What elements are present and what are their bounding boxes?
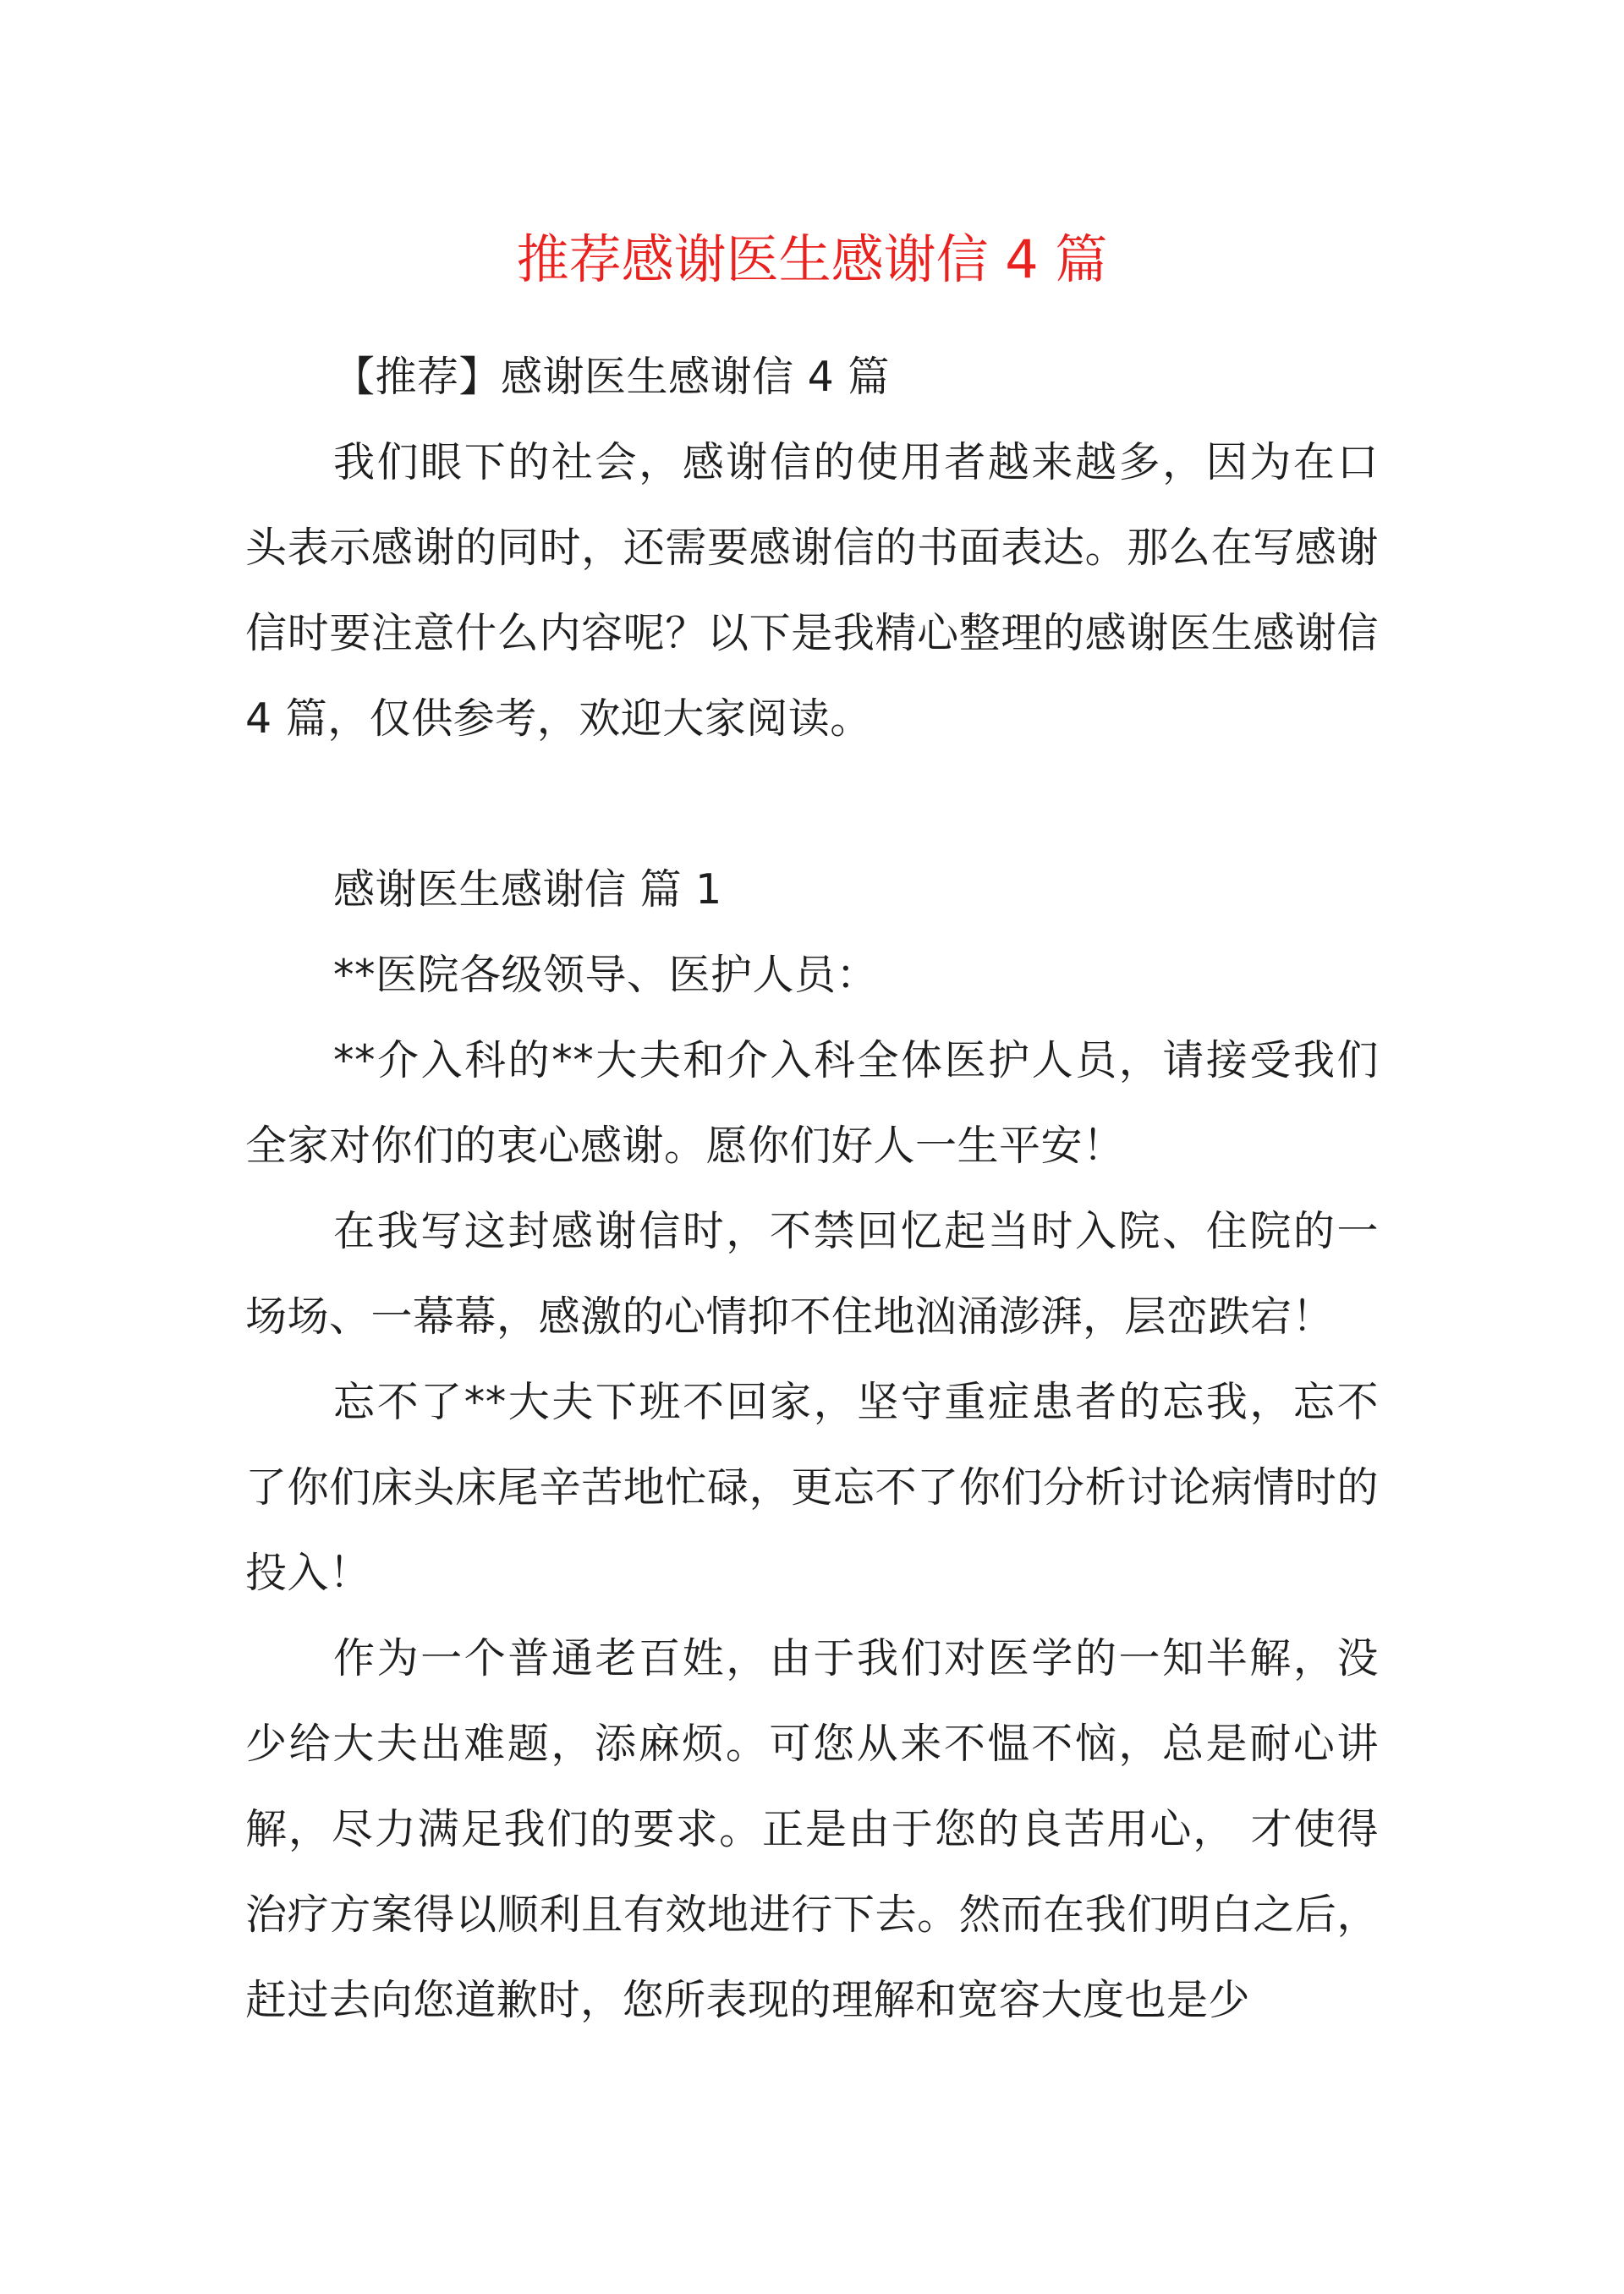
letter-paragraph-1: **介入科的**大夫和介入科全体医护人员，请接受我们全家对你们的衷心感谢。愿你们好人一生平安！ xyxy=(245,1036,1379,1170)
letter-salutation: **医院各级领导、医护人员： xyxy=(333,951,879,999)
section-heading: 感谢医生感谢信 篇 1 xyxy=(333,865,722,914)
intro-paragraph: 我们眼下的社会，感谢信的使用者越来越多，因为在口头表示感谢的同时，还需要感谢信的书面表达。那么在写感谢信时要注意什么内容呢？以下是我精心整理的感谢医生感谢信 4 篇，仅供参考，欢迎大家阅读。 xyxy=(245,438,1379,743)
letter-paragraph-4: 作为一个普通老百姓，由于我们对医学的一知半解，没少给大夫出难题，添麻烦。可您从来不愠不恼，总是耐心讲解，尽力满足我们的要求。正是由于您的良苦用心， 才使得治疗方案得以顺利且有效地进行下去。然而在我们明白之后，赶过去向您道歉时，您所表现的理解和宽容大度也是少 xyxy=(245,1634,1379,2024)
letter-paragraph-2: 在我写这封感谢信时，不禁回忆起当时入院、住院的一场场、一幕幕，感激的心情抑不住地汹涌澎湃，层峦跌宕！ xyxy=(245,1207,1379,1341)
paragraph-spacer xyxy=(245,761,1379,847)
document-title: 推荐感谢医生感谢信 4 篇 xyxy=(516,228,1108,290)
document-body xyxy=(245,334,1379,2043)
document-subtitle: 【推荐】感谢医生感谢信 4 篇 xyxy=(333,353,890,401)
letter-paragraph-3: 忘不了**大夫下班不回家，坚守重症患者的忘我，忘不了你们床头床尾辛苦地忙碌，更忘不了你们分析讨论病情时的投入！ xyxy=(245,1378,1379,1597)
